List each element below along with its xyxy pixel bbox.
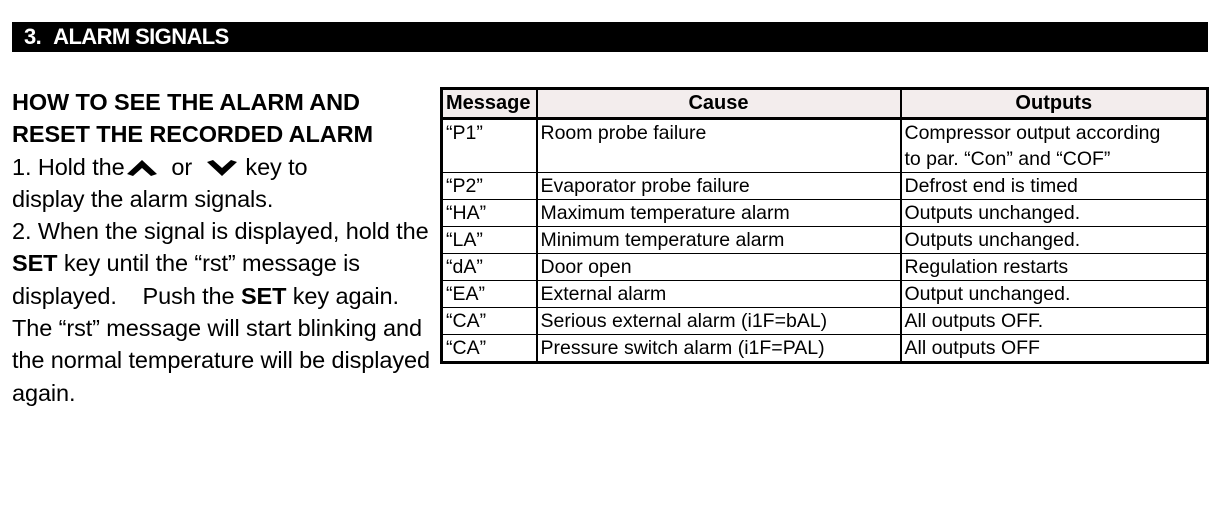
- cause-cell: Serious external alarm (i1F=bAL): [537, 308, 901, 335]
- cause-cell: External alarm: [537, 281, 901, 308]
- table-row: [442, 200, 1208, 227]
- outputs-line: to par. “Con” and “COF”: [904, 148, 1111, 170]
- cause-cell: Pressure switch alarm (i1F=PAL): [537, 335, 901, 363]
- message-cell: “P2”: [442, 173, 537, 200]
- outputs-cell: Output unchanged.: [901, 281, 1208, 308]
- cause-cell: Maximum temperature alarm: [537, 200, 901, 227]
- column-header-message: Message: [442, 89, 537, 119]
- cause-cell: Room probe failure: [537, 119, 901, 173]
- table-row: [442, 119, 1208, 173]
- table-row: [442, 227, 1208, 254]
- message-cell: “CA”: [442, 308, 537, 335]
- outputs-cell: Regulation restarts: [901, 254, 1208, 281]
- step-1-line2: display the alarm signals.: [12, 185, 274, 212]
- message-cell: “HA”: [442, 200, 537, 227]
- outputs-cell: Outputs unchanged.: [901, 200, 1208, 227]
- section-title: ALARM SIGNALS: [53, 24, 229, 49]
- set-key-label: SET: [240, 282, 287, 309]
- chevron-up-icon: [125, 156, 159, 180]
- step2-part-b: key until the “rst” message is displayed. Push the: [12, 250, 367, 309]
- instructions-heading-line1: HOW TO SEE THE ALARM AND: [12, 89, 360, 115]
- outputs-line: Compressor output according: [904, 122, 1161, 144]
- table-header-row: [442, 89, 1208, 119]
- message-cell: “P1”: [442, 119, 537, 173]
- section-header: [12, 22, 1208, 52]
- step2-part-a: 2. When the signal is displayed, hold the: [12, 218, 429, 245]
- set-key-label: SET: [12, 250, 58, 277]
- step-2: [12, 215, 437, 409]
- chevron-down-icon: [205, 156, 239, 180]
- alarm-signals-table: [440, 87, 1209, 364]
- message-cell: “LA”: [442, 227, 537, 254]
- table-row: [442, 335, 1208, 363]
- cause-cell: Door open: [537, 254, 901, 281]
- cause-cell: Minimum temperature alarm: [537, 227, 901, 254]
- outputs-cell: Outputs unchanged.: [901, 227, 1208, 254]
- column-header-cause: Cause: [537, 89, 901, 119]
- table-row: [442, 173, 1208, 200]
- step1-or: or: [171, 153, 193, 180]
- alarm-instructions: [12, 86, 437, 409]
- outputs-cell: Defrost end is timed: [901, 173, 1208, 200]
- step1-prefix: 1. Hold the: [12, 153, 125, 180]
- message-cell: “CA”: [442, 335, 537, 363]
- table-row: [442, 254, 1208, 281]
- outputs-cell: All outputs OFF.: [901, 308, 1208, 335]
- step1-suffix: key to: [245, 153, 308, 180]
- table-row: [442, 281, 1208, 308]
- instructions-heading-line2: RESET THE RECORDED ALARM: [12, 121, 373, 148]
- message-cell: “dA”: [442, 254, 537, 281]
- cause-cell: Evaporator probe failure: [537, 173, 901, 200]
- message-cell: “EA”: [442, 281, 537, 308]
- step-1: [12, 151, 432, 183]
- step2-part-c: key again. The “rst” message will start blinking and the normal temperature will be displayed again.: [12, 282, 437, 406]
- outputs-cell: All outputs OFF: [901, 335, 1208, 363]
- section-number: 3.: [24, 24, 42, 49]
- outputs-cell: [901, 119, 1208, 173]
- column-header-outputs: Outputs: [901, 89, 1208, 119]
- table-row: [442, 308, 1208, 335]
